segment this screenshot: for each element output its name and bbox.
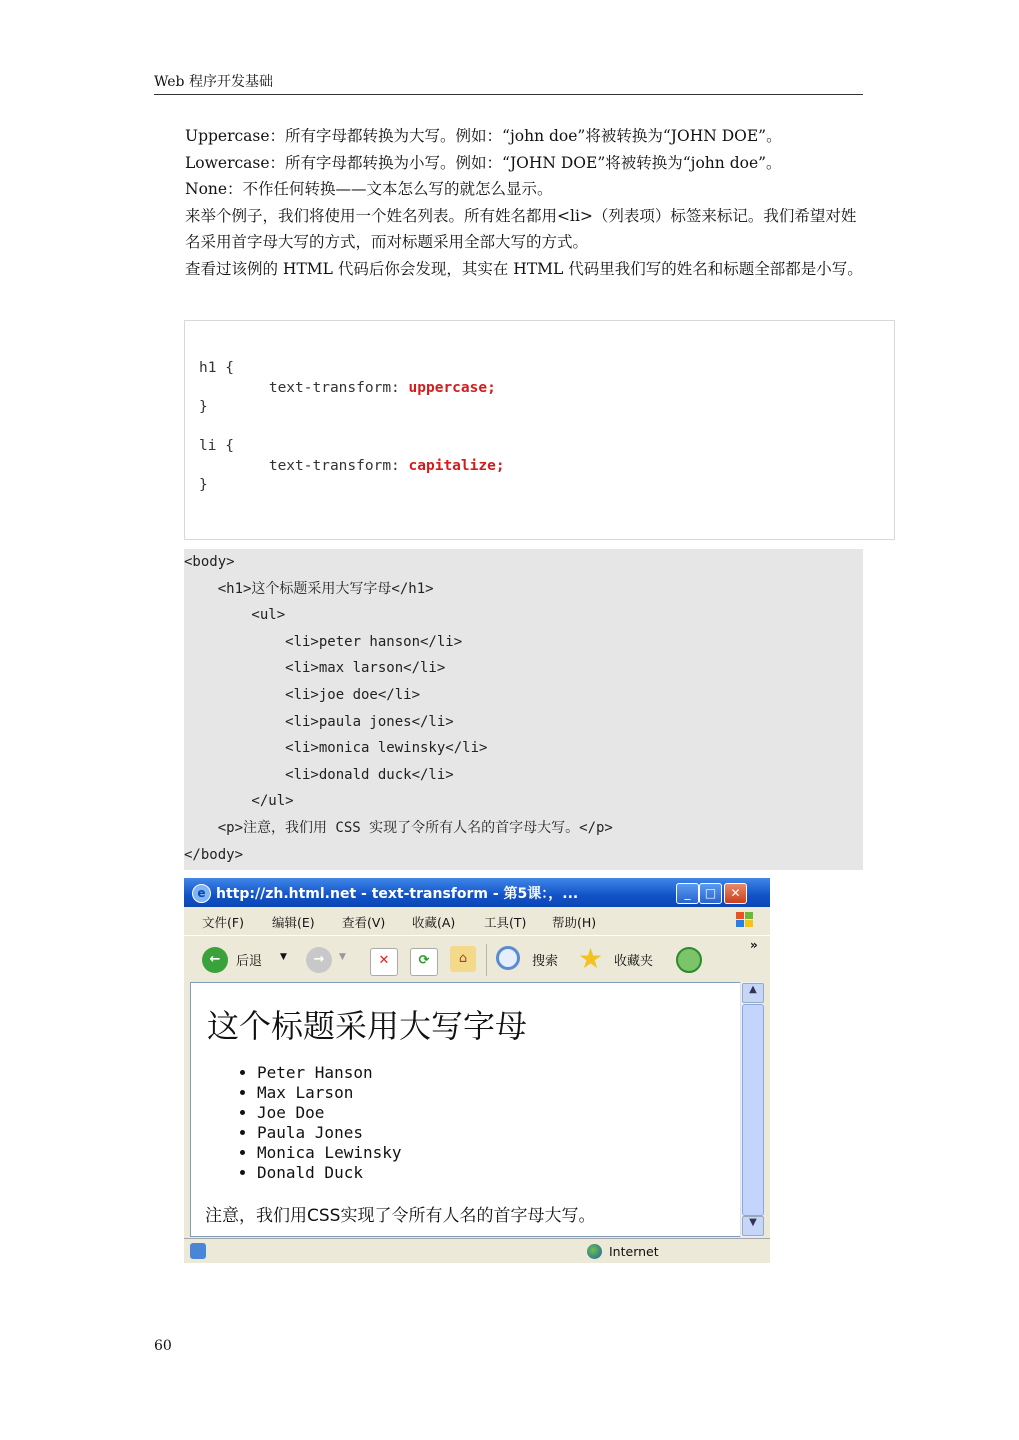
scroll-up-icon[interactable]: ▲ xyxy=(742,983,764,1003)
paragraph-none: None：不作任何转换——文本怎么写的就怎么显示。 xyxy=(185,180,553,199)
media-icon[interactable] xyxy=(676,947,702,973)
code-line: </ul> xyxy=(184,793,294,810)
forward-dropdown-icon[interactable]: ▼ xyxy=(339,952,346,962)
css-property: text-transform: xyxy=(268,457,409,474)
page-header xyxy=(154,72,863,95)
back-arrow-icon[interactable]: ← xyxy=(202,947,228,973)
css-brace: } xyxy=(199,399,208,415)
css-code xyxy=(199,359,505,496)
title-bar[interactable] xyxy=(184,878,770,907)
menu-view[interactable]: 查看(V) xyxy=(342,915,386,930)
css-selector-li: li { xyxy=(199,438,234,454)
back-label[interactable]: 后退 xyxy=(236,954,263,969)
code-line: <li>monica lewinsky</li> xyxy=(184,740,488,757)
list-item: • Max Larson xyxy=(257,1083,402,1103)
close-button[interactable]: ✕ xyxy=(724,883,747,904)
header-title: Web 程序开发基础 xyxy=(154,74,273,90)
page-status-icon xyxy=(190,1243,206,1259)
browser-window xyxy=(184,878,770,1263)
page-number: 60 xyxy=(154,1338,172,1354)
status-zone: Internet xyxy=(609,1244,659,1259)
list-item: • Peter Hanson xyxy=(257,1063,402,1083)
code-line: <ul> xyxy=(184,607,286,624)
status-bar xyxy=(184,1238,770,1264)
menu-file[interactable]: 文件(F) xyxy=(202,915,244,930)
paragraph-uppercase: Uppercase：所有字母都转换为大写。例如：“john doe”将被转换为“JOHN DOE”。 xyxy=(185,127,782,145)
paragraph-example: 来举个例子，我们将使用一个姓名列表。所有姓名都用<li>（列表项）标签来标记。我们希望对姓名采用首字母大写的方式，而对标题采用全部大写的方式。 xyxy=(185,206,857,252)
favorites-label[interactable]: 收藏夹 xyxy=(614,954,654,969)
css-brace: } xyxy=(199,477,208,493)
minimize-button[interactable]: _ xyxy=(676,883,699,904)
scroll-thumb[interactable] xyxy=(742,1004,764,1216)
back-dropdown-icon[interactable]: ▼ xyxy=(280,952,287,962)
list-item: • Joe Doe xyxy=(257,1103,402,1123)
css-code-box xyxy=(184,320,895,540)
home-icon[interactable]: ⌂ xyxy=(450,946,476,972)
code-line: <h1>这个标题采用大写字母</h1> xyxy=(184,580,434,597)
rendered-name-list xyxy=(237,1063,402,1183)
paragraph-html-note: 查看过该例的 HTML 代码后你会发现，其实在 HTML 代码里我们写的姓名和标题全部都是小写。 xyxy=(185,259,863,278)
code-line: <li>joe doe</li> xyxy=(184,687,421,703)
css-value-uppercase: uppercase; xyxy=(408,379,496,396)
globe-icon xyxy=(587,1244,602,1259)
ie-icon: e xyxy=(192,884,211,903)
windows-logo-icon xyxy=(732,910,758,930)
toolbar-more-icon[interactable]: » xyxy=(750,938,758,952)
window-title: http://zh.html.net - text-transform - 第5课：，... xyxy=(216,886,579,902)
code-line: <li>donald duck</li> xyxy=(184,766,454,783)
maximize-button[interactable]: □ xyxy=(699,883,722,904)
list-item: • Monica Lewinsky xyxy=(257,1143,402,1163)
html-code-box xyxy=(184,549,863,870)
refresh-icon[interactable]: ⟳ xyxy=(410,948,438,976)
scroll-down-icon[interactable]: ▼ xyxy=(742,1216,764,1236)
toolbar-separator xyxy=(486,944,487,976)
search-icon[interactable] xyxy=(496,946,520,970)
menu-bar xyxy=(184,907,770,933)
code-line: </body> xyxy=(184,846,244,863)
code-line: <p>注意，我们用 CSS 实现了令所有人名的首字母大写。</p> xyxy=(184,820,613,836)
menu-favorites[interactable]: 收藏(A) xyxy=(412,915,456,930)
rendered-heading: 这个标题采用大写字母 xyxy=(207,1007,528,1045)
css-property: text-transform: xyxy=(268,379,409,396)
toolbar xyxy=(184,935,770,982)
code-line: <body> xyxy=(184,554,235,570)
stop-icon[interactable]: ✕ xyxy=(370,948,398,976)
search-label[interactable]: 搜索 xyxy=(532,954,559,969)
forward-arrow-icon[interactable]: → xyxy=(306,947,332,973)
menu-help[interactable]: 帮助(H) xyxy=(552,915,597,930)
body-text xyxy=(185,123,865,283)
rendered-note: 注意，我们用CSS实现了令所有人名的首字母大写。 xyxy=(205,1206,596,1226)
paragraph-lowercase: Lowercase：所有字母都转换为小写。例如：“JOHN DOE”将被转换为“john doe”。 xyxy=(185,153,782,172)
menu-tools[interactable]: 工具(T) xyxy=(484,915,527,930)
vertical-scrollbar[interactable] xyxy=(740,982,763,1237)
page-viewport xyxy=(190,982,742,1237)
code-line: <li>max larson</li> xyxy=(184,660,446,677)
css-value-capitalize: capitalize; xyxy=(408,457,505,474)
favorites-star-icon[interactable]: ★ xyxy=(578,942,604,975)
list-item: • Paula Jones xyxy=(257,1123,402,1143)
list-item: • Donald Duck xyxy=(257,1163,402,1183)
css-selector-h1: h1 { xyxy=(199,360,234,376)
code-line: <li>peter hanson</li> xyxy=(184,633,463,650)
menu-edit[interactable]: 编辑(E) xyxy=(272,915,315,930)
code-line: <li>paula jones</li> xyxy=(184,713,454,730)
